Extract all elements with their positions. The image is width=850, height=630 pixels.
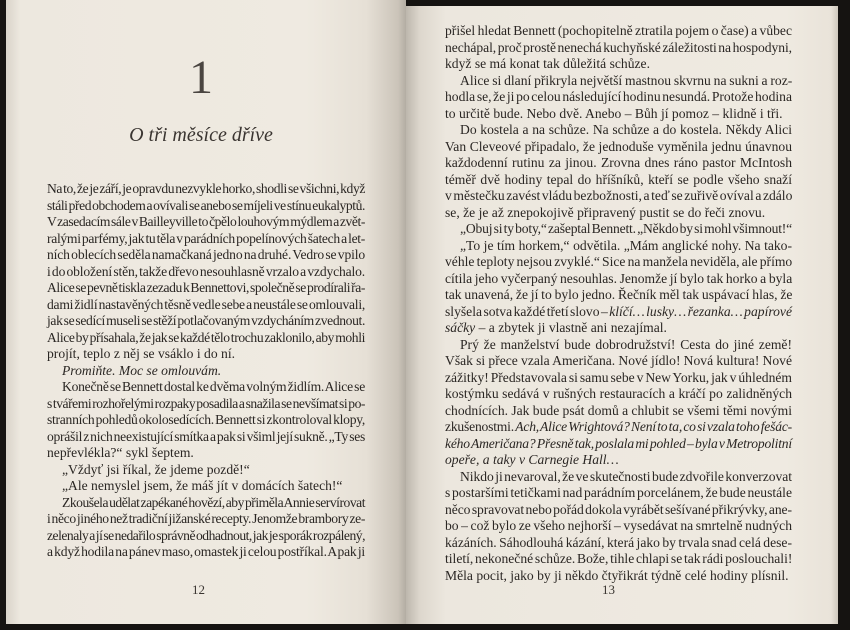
italic-text: opeře, a taky v Carnegie Hall…: [445, 452, 619, 467]
text-line: [47, 330, 365, 347]
text-line: [445, 73, 792, 90]
text-line: [445, 205, 792, 222]
text-line: [47, 313, 365, 330]
text-segment: kázáních. Sáhodlouhá kázání, která jako by trvala snad celá dese-: [445, 534, 792, 550]
text-segment: stranních pohledů okolosedících. Bennett si zkontroloval klopy,: [47, 412, 365, 427]
text-segment: chodnících. Jak bude psát domů a chlubit se všemi těmi novými: [445, 402, 792, 418]
text-line: [445, 188, 792, 205]
italic-text: Ach, Alice Wrightová? Není to ta, co si vzala toho fešác-: [515, 419, 792, 434]
text-line: [47, 429, 365, 446]
text-line: [445, 535, 792, 552]
text-line: [445, 370, 792, 387]
text-segment: nepřevlékla?“ sykl šeptem.: [47, 445, 194, 460]
text-segment: a když hodila na pánev maso, omastek ji celou postříkal. A pak ji: [47, 544, 365, 559]
text-segment: zkušenostmi.: [445, 419, 516, 434]
text-segment: „Ale nemyslel jsem, že máš jít v domácích šatech!“: [62, 478, 343, 493]
text-segment: stáli před obchodem a ovívali se anebo se míjeli ve stínu eukalyptů.: [47, 197, 365, 213]
left-page: [6, 0, 406, 624]
text-line: [47, 214, 365, 231]
text-line: [445, 403, 792, 420]
text-line: [47, 363, 365, 380]
text-segment: tiletí, nekonečné schůze. Bože, tihle chlapi se tak rádi poslouchali!: [445, 551, 793, 566]
text-line: [47, 462, 365, 479]
text-line: [445, 386, 792, 403]
text-segment: Nikdo ji nevaroval, že ve skutečnosti bude zdvořile konverzovat: [460, 468, 792, 484]
text-segment: Na to, že je září, je opravdu nezvykle horko, shodli se všichni, když: [47, 181, 365, 196]
text-line: [47, 346, 365, 363]
text-segment: jak se sedící museli se stěží potlačovaným vzdycháním zvednout.: [47, 313, 365, 328]
text-segment: ních oblecích seděla namačkaná jedno na druhé. Vedro se vpilo: [47, 247, 365, 262]
text-segment: Prý že manželství bude dobrodružství! Cesta do jiné země!: [460, 336, 792, 352]
text-segment: s postaršími tetičkami nad parádním porcelánem, že bude neustále: [445, 485, 792, 500]
text-line: [47, 528, 365, 545]
text-segment: Van Cleveové připadalo, že jednoduše vyměnila jednu únavnou: [445, 138, 792, 154]
text-segment: cítila jeho vyčerpaný nesouhlas. Jenomže jí bylo tak horko a byla: [445, 270, 793, 286]
text-line: [445, 353, 792, 370]
text-segment: něco spravovat nebo pořád dokola vyrábět sešívané přikrývky, ane-: [445, 501, 792, 517]
text-segment: téměř dvě hodiny tepal do hříšníků, kteří se podle všeho snaží: [445, 171, 792, 187]
text-line: [445, 287, 792, 304]
italic-text: Promiňte. Moc se omlouvám.: [62, 362, 222, 378]
chapter-title: O tři měsíce dříve: [129, 124, 273, 146]
text-line: [47, 198, 365, 215]
text-segment: „Obuj si ty boty,“ zašeptal Bennett. „Někdo by si mohl všimnout!“: [460, 221, 792, 236]
text-segment: oprášil z nich neexistující smítka a pak si všiml její sukně. „Ty ses: [47, 428, 365, 444]
text-line: [47, 412, 365, 429]
text-segment: Však si přece vzala Američana. Nové jídlo! Nová kultura! Nové: [445, 353, 792, 368]
text-line: [445, 568, 792, 585]
text-line: [445, 106, 792, 123]
text-segment: Do kostela a na schůze. Na schůze a do kostela. Někdy Alici: [460, 122, 792, 137]
text-line: [47, 396, 365, 413]
text-segment: slyšela sotva každé třetí slovo –: [445, 303, 610, 319]
italic-text: sáčky: [445, 320, 476, 335]
text-segment: – a zbytek ji vlastně ani nezajímal.: [475, 320, 667, 335]
text-line: [445, 221, 792, 238]
right-page: [406, 6, 838, 624]
text-line: [445, 320, 792, 337]
text-line: [445, 485, 792, 502]
text-segment: i do obložení stěn, takže dřevo nesouhlasně vrzalo a vzdychalo.: [47, 263, 365, 279]
text-segment: „To je tím horkem,“ odvětila. „Mám anglické nohy. Na tako-: [460, 237, 792, 253]
text-segment: s tvářemi rozhořelými rozpaky posadila a snažila se nevšímat si po-: [47, 395, 365, 411]
text-segment: to určitě bude. Nebo dvě. Anebo – Bůh jí pomoz – klidně i tři.: [445, 105, 783, 121]
text-segment: „Vždyť jsi říkal, že jdeme pozdě!“: [62, 461, 250, 477]
text-segment: hodla se, že ji po celou následující hodinu nesundá. Protože hodina: [445, 89, 792, 104]
text-segment: tak unavená, že jí to bylo jedno. Řečník měl tak uspávací hlas, že: [445, 287, 793, 302]
page-number-right: 13: [602, 582, 615, 597]
text-line: [47, 181, 365, 198]
text-segment: přišel hledat Bennett (pochopitelně ztratila pojem o čase) a vůbec: [445, 23, 792, 38]
text-line: [445, 304, 792, 321]
text-line: [47, 445, 365, 462]
text-line: [47, 544, 365, 561]
text-line: [47, 511, 365, 528]
text-line: [445, 172, 792, 189]
left-page-body: [47, 181, 365, 561]
text-segment: zážitky! Představovala si samu sebe v New Yorku, jak v úhledném: [445, 369, 792, 385]
text-line: [445, 238, 792, 255]
chapter-number: 1: [189, 51, 213, 104]
text-line: [47, 264, 365, 281]
text-line: [445, 139, 792, 156]
text-segment: Měla pocit, jako by ji někdo čtyřikrát týdně celé hodiny plísnil.: [445, 567, 789, 583]
text-line: [445, 436, 792, 453]
text-segment: když se má konat tak důležitá schůze.: [445, 56, 650, 71]
italic-text: kého Američana? Přesně tak, poslala mi pohled – byla v Metropolitní: [445, 435, 792, 451]
text-segment: i něco jiného než tradiční jižanské recepty. Jenomže brambory ze-: [47, 511, 365, 526]
text-segment: Alice se pevně tiskla zezadu k Bennettovi, společně se prodírali řa-: [47, 280, 365, 295]
text-segment: kostýmku sedává v rušných restauracích a kráčí po zalidněných: [445, 386, 792, 401]
text-line: [47, 247, 365, 264]
text-segment: Alice si dlaní přikryla největší mastnou skvrnu na sukni a roz-: [460, 72, 793, 88]
text-line: [47, 297, 365, 314]
text-segment: Zkoušela udělat zapékané hovězí, aby přiměla Annie servírovat: [62, 494, 365, 510]
text-line: [445, 419, 792, 436]
text-line: [445, 551, 792, 568]
text-line: [445, 337, 792, 354]
text-line: [445, 89, 792, 106]
text-segment: každodenní rutinu za jinou. Zrovna dnes ráno pastor McIntosh: [445, 155, 792, 170]
text-segment: bo – což bylo ze všeho nejhorší – vysedávat na smrtelně nudných: [445, 518, 792, 533]
text-segment: véhle teploty nejsou zvyklé.“ Sice na manžela neviděla, ale přímo: [445, 254, 793, 269]
text-line: [445, 271, 792, 288]
text-line: [445, 56, 792, 73]
text-line: [47, 495, 365, 512]
text-segment: ralými parfémy, jak tu těla v parádních popelínových šatech a let-: [47, 230, 365, 246]
text-line: [445, 502, 792, 519]
text-line: [47, 280, 365, 297]
text-line: [47, 379, 365, 396]
text-line: [445, 452, 792, 469]
text-line: [445, 23, 792, 40]
page-number-left: 12: [192, 582, 205, 597]
text-line: [47, 478, 365, 495]
text-line: [445, 518, 792, 535]
text-line: [47, 231, 365, 248]
text-segment: Alice by přísahala, že jak se každé tělo trochu zaklonilo, aby mohli: [47, 329, 365, 345]
text-segment: se, že je až znepokojivě připravený pustit se do řeči znovu.: [445, 204, 766, 220]
text-segment: zelenaly a jí se nedařilo správně odhadnout, jak je sporák rozpálený,: [47, 527, 365, 543]
right-page-body: [445, 23, 792, 584]
text-segment: dami židlí nastavěných těsně vedle sebe a neustále se omlouvali,: [47, 296, 365, 312]
text-segment: projít, teplo z něj se vsáklo i do ní.: [47, 346, 236, 361]
text-segment: Konečně se Bennett dostal ke dvěma volným židlím. Alice se: [62, 379, 365, 394]
italic-text: klíčí… lusky… řezanka… papírové: [609, 303, 792, 319]
text-line: [445, 40, 792, 57]
text-segment: nechápal, proč prostě nenechá kuchyňské záležitosti na hospodyni,: [445, 39, 792, 55]
text-line: [445, 122, 792, 139]
text-segment: v městečku zavést vládu bezbožnosti, a teď se zuřivě ovíval a zdálo: [445, 188, 793, 203]
text-line: [445, 155, 792, 172]
text-line: [445, 469, 792, 486]
text-line: [445, 254, 792, 271]
text-segment: V zasedacím sále v Bailleyville to čpělo louhovým mýdlem a zvět-: [47, 214, 365, 229]
